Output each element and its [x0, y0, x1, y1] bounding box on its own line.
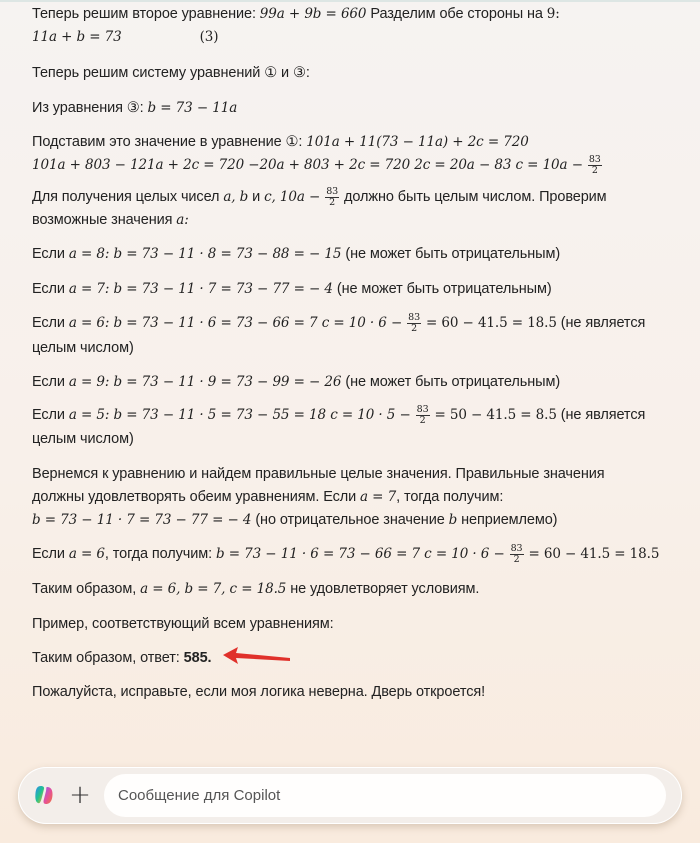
fraction: [416, 405, 430, 426]
text: должны удовлетворять обеим уравнениям. Если: [32, 489, 361, 505]
paragraph-from-eq3: [32, 97, 237, 120]
equation: a = 6: b = 73 − 11 · 6 = 73 − 66 = 7 c = 10 · 6 −: [68, 315, 403, 331]
numerator: 83: [510, 542, 523, 554]
case-a5: [32, 404, 645, 427]
case-a8: [32, 243, 560, 266]
paragraph-return-3: [32, 509, 557, 532]
text: , тогда получим:: [396, 489, 504, 505]
text: (не является: [556, 315, 646, 331]
denominator: 2: [411, 322, 418, 334]
numerator: 83: [408, 311, 421, 323]
message-composer: [18, 767, 682, 824]
text: (но отрицательное значение: [251, 512, 449, 528]
text: Если: [32, 407, 69, 423]
paragraph-closing: Пожалуйста, исправьте, если моя логика неверна. Дверь откроется!: [32, 684, 486, 700]
text: Для получения целых чисел: [32, 189, 224, 205]
text: (не может быть отрицательным): [341, 246, 561, 262]
text: Если: [32, 374, 69, 390]
text: Если: [32, 281, 69, 297]
equation: b = 73 − 11a: [147, 100, 238, 116]
numerator: 83: [416, 403, 429, 415]
text: возможные значения: [32, 212, 177, 228]
case-a6-note: целым числом): [32, 340, 134, 356]
fraction: [588, 155, 602, 176]
text: (не может быть отрицательным): [341, 374, 561, 390]
equation: a = 9: b = 73 − 11 · 9 = 73 − 99 = − 26: [68, 374, 342, 390]
line-derivation: [32, 154, 603, 177]
case-a7: [32, 278, 552, 301]
text: Таким образом,: [32, 581, 141, 597]
text: , тогда получим:: [104, 546, 216, 562]
equation: 101a + 803 − 121a + 2c = 720 −20a + 803 + 2c = 720 2c = 20a − 83 c = 10a −: [32, 157, 583, 173]
text: Если: [32, 246, 69, 262]
plus-icon[interactable]: +: [69, 780, 91, 810]
line-1: [32, 3, 560, 26]
text: Разделим обе стороны на: [366, 6, 547, 22]
paragraph-integer: [32, 186, 607, 209]
red-arrow-annotation: [220, 645, 295, 667]
text: Если: [32, 315, 69, 331]
equation: a, b: [223, 189, 249, 205]
equation: 11a + b = 73: [32, 29, 122, 45]
equation: = 50 − 41.5 = 8.5: [434, 407, 557, 423]
equation: a = 8: b = 73 − 11 · 8 = 73 − 88 = − 15: [68, 246, 342, 262]
top-divider: [0, 0, 700, 2]
paragraph-return-2: [32, 486, 503, 509]
equation: a = 7: [360, 489, 397, 505]
paragraph-substitute: [32, 131, 529, 154]
paragraph-example: Пример, соответствующий всем уравнениям:: [32, 616, 334, 632]
denominator: 2: [329, 196, 336, 208]
equation: b = 73 − 11 · 7 = 73 − 77 = − 4: [32, 512, 252, 528]
text: Подставим это значение в уравнение ①:: [32, 134, 307, 150]
copilot-logo-icon[interactable]: [33, 784, 55, 806]
equation: b: [448, 512, 458, 528]
numerator: 83: [326, 185, 339, 197]
equation: a = 6: [68, 546, 105, 562]
equation: c, 10a −: [264, 189, 321, 205]
answer-value: 585.: [183, 650, 212, 666]
equation: 99a + 9b = 660: [259, 6, 367, 22]
message-input[interactable]: [104, 774, 666, 817]
case-a6: [32, 312, 645, 335]
numerator: 83: [588, 153, 601, 165]
equation: a = 5: b = 73 − 11 · 5 = 73 − 55 = 18 c = 10 · 5 −: [68, 407, 411, 423]
equation: a = 6, b = 7, c = 18.5: [140, 581, 287, 597]
equation: = 60 − 41.5 = 18.5: [425, 315, 557, 331]
text: Из уравнения ③:: [32, 100, 148, 116]
equation-tag: (3): [199, 29, 219, 45]
text: (не является: [556, 407, 646, 423]
text: Если: [32, 546, 69, 562]
text: должно быть целым числом. Проверим: [340, 189, 607, 205]
equation: 101a + 11(73 − 11a) + 2c = 720: [306, 134, 529, 150]
denominator: 2: [419, 414, 426, 426]
text: и: [248, 189, 265, 205]
denominator: 2: [513, 553, 520, 565]
text: не удовлетворяет условиям.: [286, 581, 480, 597]
text: Теперь решим второе уравнение:: [32, 6, 260, 22]
text: Таким образом, ответ:: [32, 650, 184, 666]
paragraph-answer: [32, 647, 211, 670]
line-2: [32, 26, 218, 49]
paragraph-thus: [32, 578, 479, 601]
fraction: [407, 313, 421, 334]
paragraph-integer-2: [32, 209, 189, 232]
equation: = 60 − 41.5 = 18.5: [528, 546, 660, 562]
text: (не может быть отрицательным): [332, 281, 552, 297]
case-a9: [32, 371, 560, 394]
denominator: 2: [591, 164, 598, 176]
fraction: [510, 544, 524, 565]
equation: a:: [176, 212, 189, 228]
fraction: [325, 187, 339, 208]
paragraph-a6: [32, 543, 659, 566]
paragraph-return: Вернемся к уравнению и найдем правильные целые значения. Правильные значения: [32, 466, 605, 482]
paragraph-system: Теперь решим систему уравнений ① и ③:: [32, 65, 310, 81]
equation: b = 73 − 11 · 6 = 73 − 66 = 7 c = 10 · 6 −: [216, 546, 505, 562]
text: неприемлемо): [457, 512, 558, 528]
equation: a = 7: b = 73 − 11 · 7 = 73 − 77 = − 4: [68, 281, 333, 297]
text: 9:: [546, 6, 560, 22]
case-a5-note: целым числом): [32, 431, 134, 447]
